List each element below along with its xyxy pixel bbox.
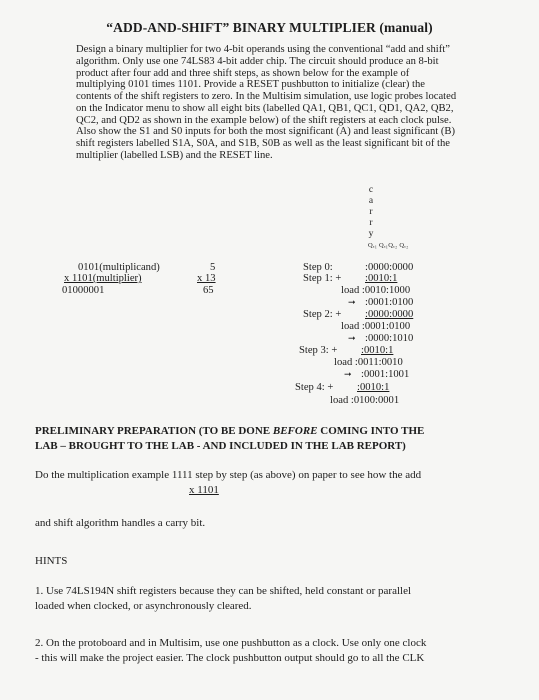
register-bits-header: Qₑ₁ Qₑ₁Qₑ₂ Qₑ₂ bbox=[368, 242, 409, 249]
carry-letter: a bbox=[368, 196, 374, 206]
carry-label bbox=[365, 185, 377, 240]
intro-line: multiplier (labelled LSB) and the RESET line. bbox=[76, 149, 273, 161]
hint-1-line: 1. Use 74LS194N shift registers because they can be shifted, held constant or parallel bbox=[35, 585, 412, 597]
step-2-add: :0000:0000 bbox=[365, 309, 414, 320]
step-3-load: load :0011:0010 bbox=[334, 357, 403, 368]
hint-2-line: - this will make the project easier. The clock pushbutton output should go to all the CLK bbox=[35, 652, 425, 664]
shift-arrow-icon: ➞ bbox=[348, 297, 356, 307]
decimal-multiplicand: 5 bbox=[210, 262, 216, 273]
step-2-shift: :0000:1010 bbox=[365, 333, 414, 344]
step-1-add: :0010:1 bbox=[365, 273, 398, 284]
exercise-text: and shift algorithm handles a carry bit. bbox=[35, 517, 206, 529]
carry-letter: r bbox=[369, 218, 373, 228]
prelim-heading-line1 bbox=[35, 425, 424, 438]
prelim-text: COMING INTO THE bbox=[317, 425, 425, 437]
intro-line: algorithm. Only use one 74LS83 4-bit adder chip. The circuit should produce an 8-bit bbox=[76, 55, 439, 67]
hint-1-line: loaded when clocked, or asynchronously cleared. bbox=[35, 600, 252, 612]
step-2-load: load :0001:0100 bbox=[341, 321, 411, 332]
exercise-multiplier: x 1101 bbox=[189, 484, 219, 496]
shift-arrow-icon: ➞ bbox=[344, 369, 352, 379]
step-3-shift: :0001:1001 bbox=[361, 369, 410, 380]
intro-line: Also show the S1 and S0 inputs for both the most significant (A) and least significant (B) bbox=[76, 126, 455, 138]
binary-multiplicand: 0101(multiplicand) bbox=[78, 262, 160, 273]
page-title: “ADD-AND-SHIFT” BINARY MULTIPLIER (manual) bbox=[106, 20, 433, 35]
step-1-label: Step 1: + bbox=[303, 273, 342, 284]
step-0-label: Step 0: bbox=[303, 262, 333, 273]
step-4-label: Step 4: + bbox=[295, 382, 334, 393]
shift-arrow-icon: ➞ bbox=[348, 333, 356, 343]
step-3-add: :0010:1 bbox=[361, 345, 394, 356]
prelim-emphasis: BEFORE bbox=[272, 425, 318, 437]
step-2-label: Step 2: + bbox=[303, 309, 342, 320]
binary-product: 01000001 bbox=[62, 285, 105, 296]
intro-line: QC2, and QD2 as shown in the example below) of the shift registers at each clock pulse. bbox=[76, 114, 452, 126]
prelim-heading-line2: LAB – BROUGHT TO THE LAB - AND INCLUDED IN THE LAB REPORT) bbox=[35, 440, 406, 452]
step-3-label: Step 3: + bbox=[299, 345, 338, 356]
carry-letter: r bbox=[369, 207, 373, 217]
hint-2-line: 2. On the protoboard and in Multisim, use one pushbutton as a clock. Use only one clock bbox=[35, 637, 427, 649]
decimal-multiplier: x 13 bbox=[197, 273, 216, 284]
intro-paragraph bbox=[76, 44, 514, 162]
step-1-load: load :0010:1000 bbox=[341, 285, 411, 296]
intro-line: multiplying 0101 times 1101. Provide a RESET pushbutton to initialize (clear) the bbox=[76, 79, 425, 91]
prelim-text: PRELIMINARY PREPARATION (TO BE DONE bbox=[35, 425, 273, 437]
decimal-product: 65 bbox=[203, 285, 214, 296]
intro-line: shift registers labelled S1A, S0A, and S1B, S0B as well as the least significant bit of the bbox=[76, 138, 450, 149]
intro-line: product after four add and three shift steps, as shown below for the example of bbox=[76, 67, 410, 79]
step-1-shift: :0001:0100 bbox=[365, 297, 414, 308]
step-4-load: load :0100:0001 bbox=[330, 395, 400, 406]
hints-heading: HINTS bbox=[35, 555, 68, 567]
intro-line: on the Indicator menu to show all eight bits (labelled QA1, QB1, QC1, QD1, QA2, QB2, bbox=[76, 102, 454, 114]
binary-multiplier: x 1101(multiplier) bbox=[64, 273, 142, 284]
exercise-text: Do the multiplication example 1111 step by step (as above) on paper to see how the add bbox=[35, 469, 422, 481]
step-4-add: :0010:1 bbox=[357, 382, 390, 393]
carry-letter: c bbox=[368, 185, 374, 195]
intro-line: contents of the shift registers to zero. In the Multisim simulation, use logic probes located bbox=[76, 91, 457, 102]
step-0-value: :0000:0000 bbox=[365, 262, 414, 273]
carry-letter: y bbox=[368, 229, 374, 239]
intro-line: Design a binary multiplier for two 4-bit operands using the conventional “add and shift” bbox=[76, 44, 450, 55]
